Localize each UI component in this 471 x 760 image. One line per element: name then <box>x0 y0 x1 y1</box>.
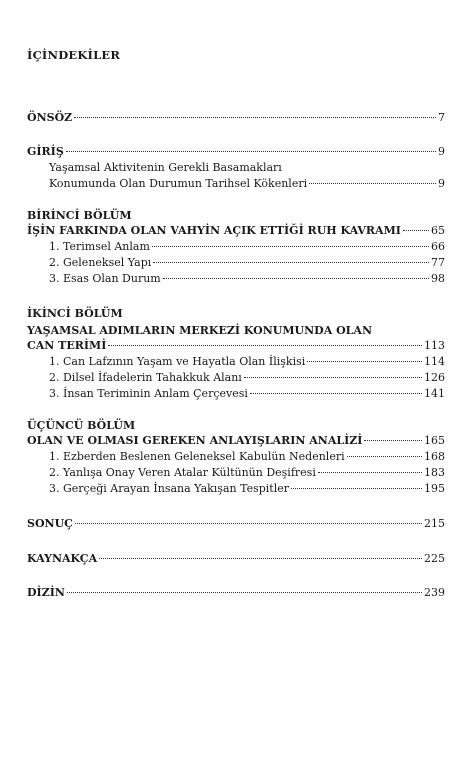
toc-page-number: 225 <box>424 552 445 565</box>
toc-page-number: 183 <box>424 466 445 479</box>
part-heading: BİRİNCİ BÖLÜM <box>27 209 132 222</box>
toc-entry-kaynakca[interactable] <box>27 551 445 567</box>
toc-entry-onsoz[interactable] <box>27 110 445 126</box>
toc-page-number: 168 <box>424 450 445 463</box>
toc-page-number: 165 <box>424 434 445 447</box>
dot-leader <box>307 361 422 362</box>
toc-page-number: 7 <box>438 111 445 124</box>
toc-section-kaynakca <box>27 551 445 567</box>
dot-leader <box>347 456 422 457</box>
toc-page-number: 9 <box>438 145 445 158</box>
toc-entry-label: ÖNSÖZ <box>27 111 73 124</box>
toc-page-number: 239 <box>424 586 445 599</box>
dot-leader <box>403 230 429 231</box>
toc-entry-giris[interactable] <box>27 144 445 160</box>
dot-leader <box>364 440 422 441</box>
toc-subentry[interactable] <box>27 386 445 402</box>
toc-entry-label: CAN TERİMİ <box>27 339 107 352</box>
toc-page-number: 126 <box>424 371 445 384</box>
toc-page-number: 77 <box>431 256 445 269</box>
toc-page-number: 141 <box>424 387 445 400</box>
dot-leader <box>66 151 436 152</box>
toc-entry-chapter-1[interactable] <box>27 223 445 239</box>
toc-entry-label: 1. Can Lafzının Yaşam ve Hayatla Olan İlişkisi <box>49 355 306 368</box>
dot-leader <box>163 278 429 279</box>
toc-section-part-2 <box>27 306 445 402</box>
toc-subentry-line: Yaşamsal Aktivitenin Gerekli Basamakları <box>49 161 282 174</box>
toc-subentry[interactable] <box>27 271 445 287</box>
toc-entry-dizin[interactable] <box>27 585 445 601</box>
dot-leader <box>153 262 429 263</box>
dot-leader <box>309 183 436 184</box>
toc-page-number: 195 <box>424 482 445 495</box>
toc-subentry[interactable] <box>27 481 445 497</box>
toc-entry-label: KAYNAKÇA <box>27 552 98 565</box>
toc-subentry[interactable] <box>27 354 445 370</box>
part-heading: ÜÇÜNCÜ BÖLÜM <box>27 419 136 432</box>
toc-section-giris <box>27 144 445 192</box>
toc-section-part-3 <box>27 418 445 497</box>
toc-page-number: 113 <box>424 339 445 352</box>
dot-leader <box>152 246 429 247</box>
toc-entry-label: 2. Yanlışa Onay Veren Atalar Kültünün Deşifresi <box>49 466 316 479</box>
toc-entry-label: OLAN VE OLMASI GEREKEN ANLAYIŞLARIN ANALİZİ <box>27 434 363 447</box>
chapter-heading-line: YAŞAMSAL ADIMLARIN MERKEZİ KONUMUNDA OLAN <box>27 324 372 337</box>
toc-section-sonuc <box>27 516 445 532</box>
toc-entry-label: Konumunda Olan Durumun Tarihsel Kökenleri <box>49 177 308 190</box>
dot-leader <box>318 472 422 473</box>
toc-page-number: 66 <box>431 240 445 253</box>
toc-subentry-giris[interactable] <box>27 176 445 192</box>
dot-leader <box>67 592 422 593</box>
dot-leader <box>291 488 422 489</box>
toc-entry-label: 3. Esas Olan Durum <box>49 272 161 285</box>
toc-entry-label: 3. İnsan Teriminin Anlam Çerçevesi <box>49 387 248 400</box>
toc-page-number: 9 <box>438 177 445 190</box>
toc-entry-label: DİZİN <box>27 586 65 599</box>
toc-subentry[interactable] <box>27 370 445 386</box>
dot-leader <box>99 558 422 559</box>
toc-entry-label: 2. Geleneksel Yapı <box>49 256 152 269</box>
toc-entry-label: 1. Ezberden Beslenen Geleneksel Kabulün Nedenleri <box>49 450 345 463</box>
toc-entry-chapter-3[interactable] <box>27 433 445 449</box>
toc-entry-label: 3. Gerçeği Arayan İnsana Yakışan Tespitler <box>49 482 289 495</box>
toc-title: İÇİNDEKİLER <box>27 48 121 62</box>
toc-page-number: 215 <box>424 517 445 530</box>
toc-page-number: 98 <box>431 272 445 285</box>
toc-subentry[interactable] <box>27 255 445 271</box>
toc-entry-label: GİRİŞ <box>27 145 64 158</box>
toc-entry-chapter-2[interactable] <box>27 338 445 354</box>
toc-entry-label: SONUÇ <box>27 517 73 530</box>
toc-entry-label: 1. Terimsel Anlam <box>49 240 150 253</box>
toc-page-number: 114 <box>424 355 445 368</box>
toc-entry-label: 2. Dilsel İfadelerin Tahakkuk Alanı <box>49 371 242 384</box>
toc-entry-sonuc[interactable] <box>27 516 445 532</box>
dot-leader <box>74 117 436 118</box>
part-heading: İKİNCİ BÖLÜM <box>27 307 123 320</box>
toc-section-onsoz <box>27 110 445 126</box>
toc-subentry[interactable] <box>27 449 445 465</box>
dot-leader <box>250 393 422 394</box>
toc-section-part-1 <box>27 208 445 287</box>
toc-page-number: 65 <box>431 224 445 237</box>
toc-subentry[interactable] <box>27 239 445 255</box>
toc-page <box>27 0 445 760</box>
toc-subentry[interactable] <box>27 465 445 481</box>
dot-leader <box>244 377 422 378</box>
dot-leader <box>108 345 422 346</box>
dot-leader <box>75 523 422 524</box>
toc-section-dizin <box>27 585 445 601</box>
toc-entry-label: İŞİN FARKINDA OLAN VAHYİN AÇIK ETTİĞİ RUH KAVRAMI <box>27 224 401 237</box>
